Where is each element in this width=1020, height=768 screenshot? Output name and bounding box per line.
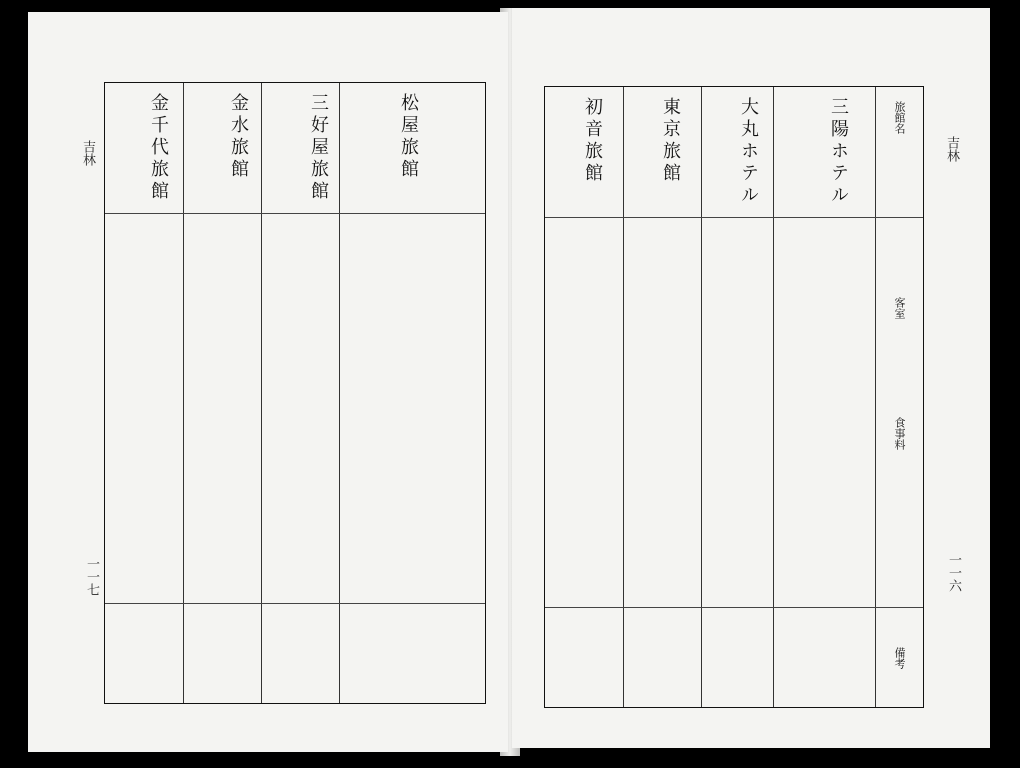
hotel-name: 大丸ホテル [738,97,759,207]
header-label: 旅館名 [893,101,906,134]
left-running-head: 吉林 [80,140,95,166]
hotel-name: 三陽ホテル [828,97,849,207]
hotel-name: 金水旅館 [228,93,249,181]
hotel-name: 松屋旅館 [398,93,419,181]
header-label: 食事料 [893,417,906,450]
hotel-name: 金千代旅館 [148,93,169,203]
right-hotel-table [544,86,924,708]
header-label: 備考 [893,647,906,669]
hotel-name: 東京旅館 [660,97,681,185]
left-page-number: 一一七 [84,557,99,596]
left-page [28,12,508,752]
hotel-name: 三好屋旅館 [308,93,329,203]
right-page-number: 一一六 [946,553,961,592]
hotel-name: 初音旅館 [582,97,603,185]
left-hotel-table [104,82,486,704]
header-label: 客室 [893,297,906,319]
right-page [512,8,990,748]
right-running-head: 吉林 [944,136,959,162]
